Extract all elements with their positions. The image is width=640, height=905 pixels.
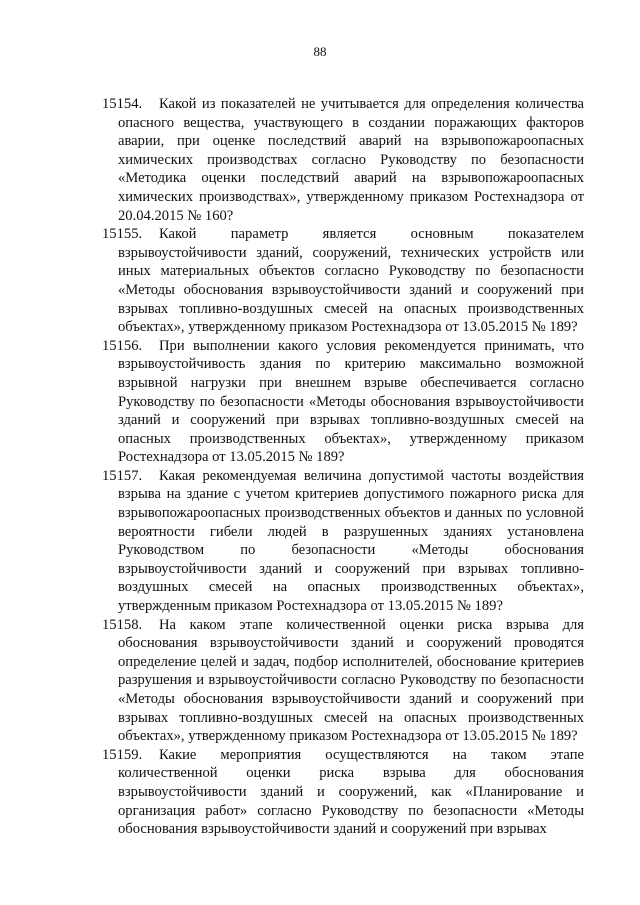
question-text: Какие мероприятия осуществляются на таком этапе количественной оценки риска взрыва для обоснования взрывоустойчивости зданий и сооружений, как «Планирование и организация работ» согласно Руководству по безопасности «Методы обоснования взрывоустойчивости зданий и сооружений при взрывах xyxy=(118,746,584,838)
question-number: 15157. xyxy=(102,467,143,484)
question-item xyxy=(102,225,584,337)
question-item xyxy=(102,337,584,467)
question-text: При выполнении какого условия рекомендуется принимать, что взрывоустойчивость здания по критерию максимально возможной взрывной нагрузки при внешнем взрыве обеспечивается согласно Руководству по безопасности «Методы обоснования взрывоустойчивости зданий и сооружений при взрывах топливно-воздушных смесей на опасных производственных объектах», утвержденному приказом Ростехнадзора от 13.05.2015 № 189? xyxy=(118,337,584,466)
question-item xyxy=(102,467,584,616)
question-number: 15156. xyxy=(102,337,143,354)
question-number: 15158. xyxy=(102,616,143,633)
question-item xyxy=(102,95,584,225)
question-number: 15155. xyxy=(102,226,143,243)
question-text: Какая рекомендуемая величина допустимой частоты воздействия взрыва на здание с учетом критериев допустимого пожарного риска для взрывопожароопасных производственных объектов и данных по условной вероятности гибели людей в разрушенных зданиях установлена Руководством по безопасности «Методы обоснования взрывоустойчивости зданий и сооружений при взрывах топливно-воздушных смесей на опасных производственных объектах», утвержденным приказом Ростехнадзора от 13.05.2015 № 189? xyxy=(118,467,584,615)
question-number: 15154. xyxy=(102,96,143,112)
question-text: Какой параметр является основным показателем взрывоустойчивости зданий, сооружений, технических устройств или иных материальных объектов согласно Руководству по безопасности «Методы обоснования взрывоустойчивости зданий и сооружений при взрывах топливно-воздушных смесей на опасных производственных объектах», утвержденному приказом Ростехнадзора от 13.05.2015 № 189? xyxy=(118,226,584,336)
question-number: 15159. xyxy=(102,746,143,763)
question-item xyxy=(102,746,584,839)
question-text: Какой из показателей не учитывается для определения количества опасного вещества, участвующего в создании поражающих факторов аварии, при оценке последствий аварий на взрывопожароопасных химических производствах согласно Руководству по безопасности «Методика оценки последствий аварий на взрывопожароопасных химических производствах», утвержденному приказом Ростехнадзора от 20.04.2015 № 160? xyxy=(118,96,584,224)
page-number: 88 xyxy=(313,44,327,59)
question-item xyxy=(102,616,584,746)
question-list xyxy=(102,95,584,839)
question-text: На каком этапе количественной оценки риска взрыва для обоснования взрывоустойчивости зданий и сооружений проводятся определение целей и задач, подбор исполнителей, обоснование критериев разрушения и взрывоустойчивости согласно Руководству по безопасности «Методы обоснования взрывоустойчивости зданий и сооружений при взрывах топливно-воздушных смесей на опасных производственных объектах», утвержденному приказом Ростехнадзора от 13.05.2015 № 189? xyxy=(118,616,584,745)
